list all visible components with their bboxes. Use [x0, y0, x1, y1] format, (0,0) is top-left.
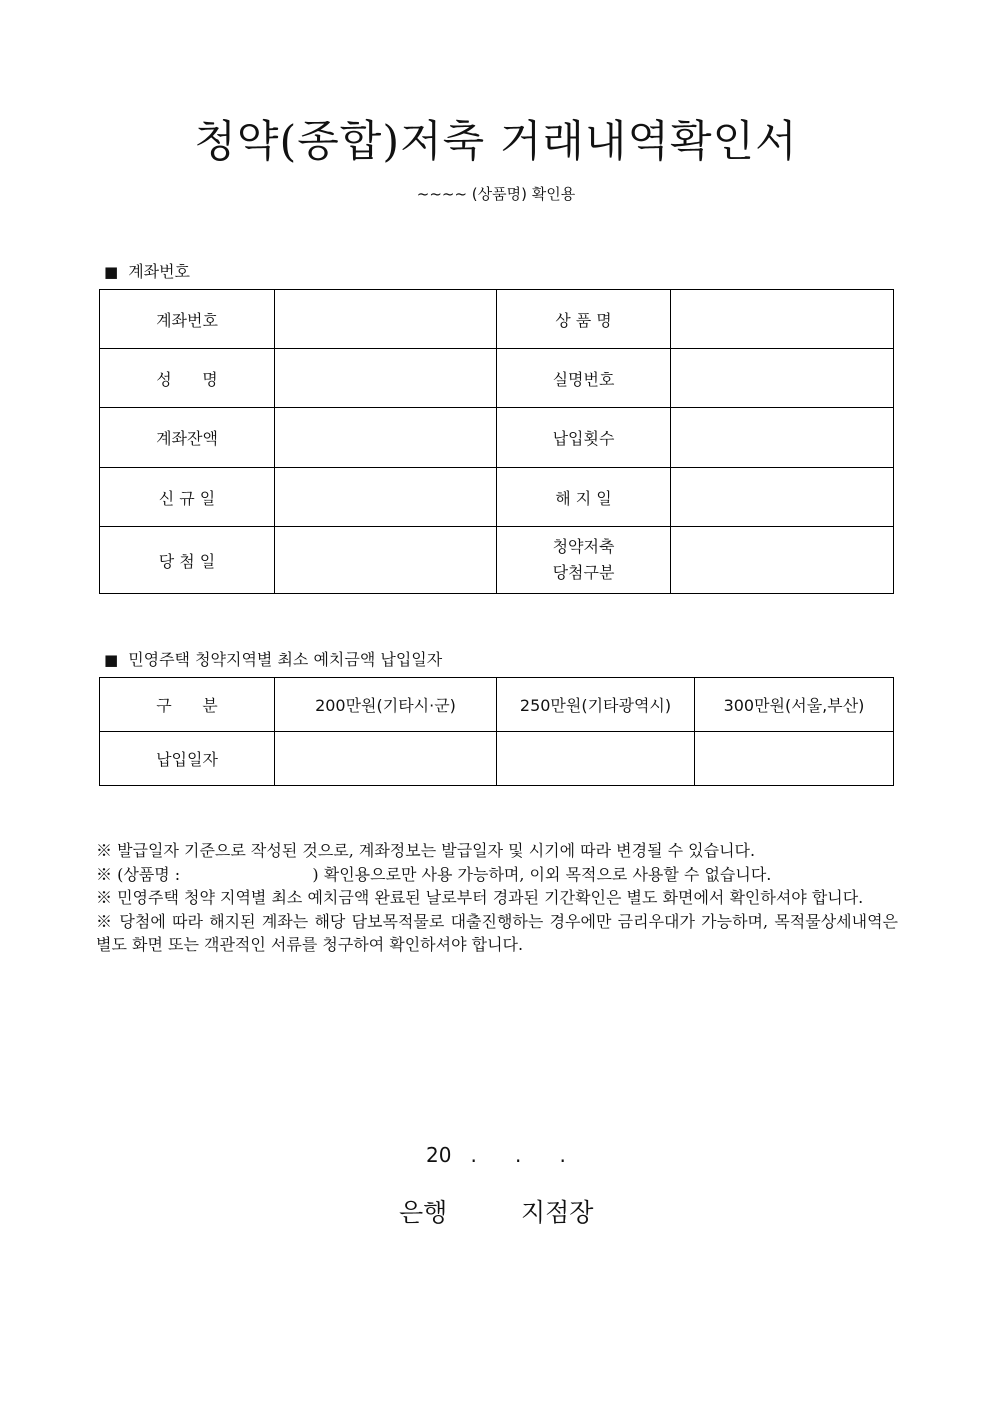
value-win-type	[671, 527, 894, 594]
header-2m: 200만원(기타시·군)	[275, 678, 497, 732]
label-close-date: 해 지 일	[497, 468, 671, 527]
value-win-date	[275, 527, 497, 594]
label-product-name: 상 품 명	[497, 290, 671, 349]
account-info-table	[99, 289, 894, 594]
value-balance	[275, 408, 497, 468]
table-row	[100, 290, 894, 349]
document-title: 청약(종합)저축 거래내역확인서	[194, 117, 798, 167]
header-3m: 300만원(서울,부산)	[695, 678, 894, 732]
issue-date: 20 . . .	[426, 1143, 566, 1167]
square-bullet-icon: ■	[104, 263, 119, 281]
value-product-name	[671, 290, 894, 349]
section-deposit-title: 민영주택 청약지역별 최소 예치금액 납입일자	[128, 650, 443, 669]
header-category: 구 분	[100, 678, 275, 732]
document-subtitle: ~~~~ (상품명) 확인용	[416, 185, 576, 203]
value-name	[275, 349, 497, 408]
note-deposit-period: ※ 민영주택 청약 지역별 최소 예치금액 완료된 날로부터 경과된 기간확인은 별도 화면에서 확인하셔야 합니다.	[96, 888, 864, 907]
label-balance: 계좌잔액	[100, 408, 275, 468]
note-issue-date: ※ 발급일자 기준으로 작성된 것으로, 계좌정보는 발급일자 및 시기에 따라 변경될 수 있습니다.	[96, 841, 756, 860]
table-row	[100, 732, 894, 786]
value-2m	[275, 732, 497, 786]
label-payment-count: 납입횟수	[497, 408, 671, 468]
value-2-5m	[497, 732, 695, 786]
table-row	[100, 468, 894, 527]
note-product-use: ※ (상품명 : ) 확인용으로만 사용 가능하며, 이외 목적으로 사용할 수 없습니다.	[96, 864, 772, 884]
label-account-number: 계좌번호	[100, 290, 275, 349]
section-deposit-heading	[104, 647, 442, 670]
table-row	[100, 527, 894, 594]
signature-bank: 은행	[399, 1198, 448, 1227]
label-payment-date: 납입일자	[100, 732, 275, 786]
signature-manager: 지점장	[521, 1198, 594, 1227]
table-row	[100, 349, 894, 408]
notes	[96, 839, 898, 957]
label-win-type: 청약저축 당첨구분	[497, 527, 671, 594]
value-id-number	[671, 349, 894, 408]
label-name: 성 명	[100, 349, 275, 408]
section-account-title: 계좌번호	[128, 262, 191, 281]
square-bullet-icon: ■	[104, 651, 119, 669]
value-3m	[695, 732, 894, 786]
label-open-date: 신 규 일	[100, 468, 275, 527]
label-win-date: 당 첨 일	[100, 527, 275, 594]
table-row	[100, 408, 894, 468]
table-row	[100, 678, 894, 732]
value-account-number	[275, 290, 497, 349]
value-close-date	[671, 468, 894, 527]
value-open-date	[275, 468, 497, 527]
label-id-number: 실명번호	[497, 349, 671, 408]
header-2-5m: 250만원(기타광역시)	[497, 678, 695, 732]
note-loan-preference: ※ 당첨에 따라 해지된 계좌는 해당 담보목적물로 대출진행하는 경우에만 금리우대가 가능하며, 목적물상세내역은 별도 화면 또는 객관적인 서류를 청구하여 확인하셔야 합니다.	[96, 911, 898, 954]
value-payment-count	[671, 408, 894, 468]
section-account-heading	[104, 259, 190, 282]
deposit-table	[99, 677, 894, 786]
